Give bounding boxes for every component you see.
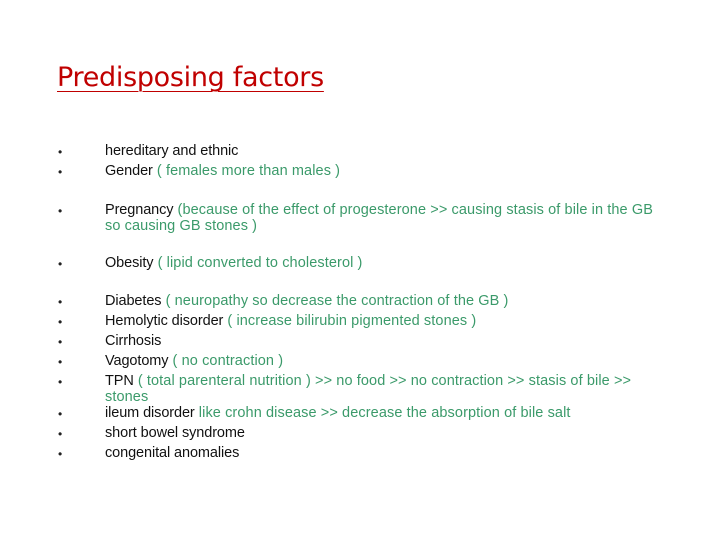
item-note: like crohn disease >> decrease the absorption of bile salt — [194, 405, 571, 421]
list-item-text — [105, 445, 665, 461]
bullet-icon: • — [58, 355, 63, 369]
item-note: ( no contraction ) — [168, 353, 284, 369]
item-label: hereditary and ethnic — [105, 143, 239, 159]
bullet-icon: • — [58, 257, 63, 271]
bullet-icon: • — [58, 204, 63, 218]
list-item-text — [105, 255, 665, 271]
item-label: Obesity — [105, 255, 154, 271]
list-item-text — [105, 163, 665, 179]
list-item-text — [105, 373, 665, 405]
item-label: short bowel syndrome — [105, 425, 245, 441]
item-label: Hemolytic disorder — [105, 313, 224, 329]
item-label: ileum disorder — [105, 405, 195, 421]
item-label: congenital anomalies — [105, 445, 240, 461]
list-item-text — [105, 405, 665, 421]
item-note: ( lipid converted to cholesterol ) — [153, 255, 363, 271]
bullet-icon: • — [58, 427, 63, 441]
slide-title: Predisposing factors — [57, 62, 324, 93]
list-item-text — [105, 313, 665, 329]
list-item-text — [105, 353, 665, 369]
item-note: ( females more than males ) — [152, 163, 341, 179]
list-item-text — [105, 293, 665, 309]
item-label: Pregnancy — [105, 202, 174, 218]
item-note: ( total parenteral nutrition ) >> no food >> no contraction >> stasis of bile >> stones — [105, 373, 632, 405]
item-note: ( increase bilirubin pigmented stones ) — [223, 313, 477, 329]
bullet-icon: • — [58, 447, 63, 461]
bullet-icon: • — [58, 145, 63, 159]
item-label: Gender — [105, 163, 153, 179]
item-label: Diabetes — [105, 293, 162, 309]
bullet-icon: • — [58, 407, 63, 421]
list-item-text — [105, 333, 665, 349]
list-item-text — [105, 202, 665, 234]
bullet-icon: • — [58, 335, 63, 349]
list-item-text — [105, 425, 665, 441]
item-label: Vagotomy — [105, 353, 169, 369]
bullet-icon: • — [58, 315, 63, 329]
item-note: ( neuropathy so decrease the contraction of the GB ) — [161, 293, 509, 309]
list-item-text — [105, 143, 665, 159]
item-label: TPN — [105, 373, 134, 389]
bullet-icon: • — [58, 295, 63, 309]
bullet-icon: • — [58, 375, 63, 389]
bullet-icon: • — [58, 165, 63, 179]
item-note: (because of the effect of progesterone >> causing stasis of bile in the GB so causing GB stones ) — [105, 202, 653, 234]
item-label: Cirrhosis — [105, 333, 162, 349]
